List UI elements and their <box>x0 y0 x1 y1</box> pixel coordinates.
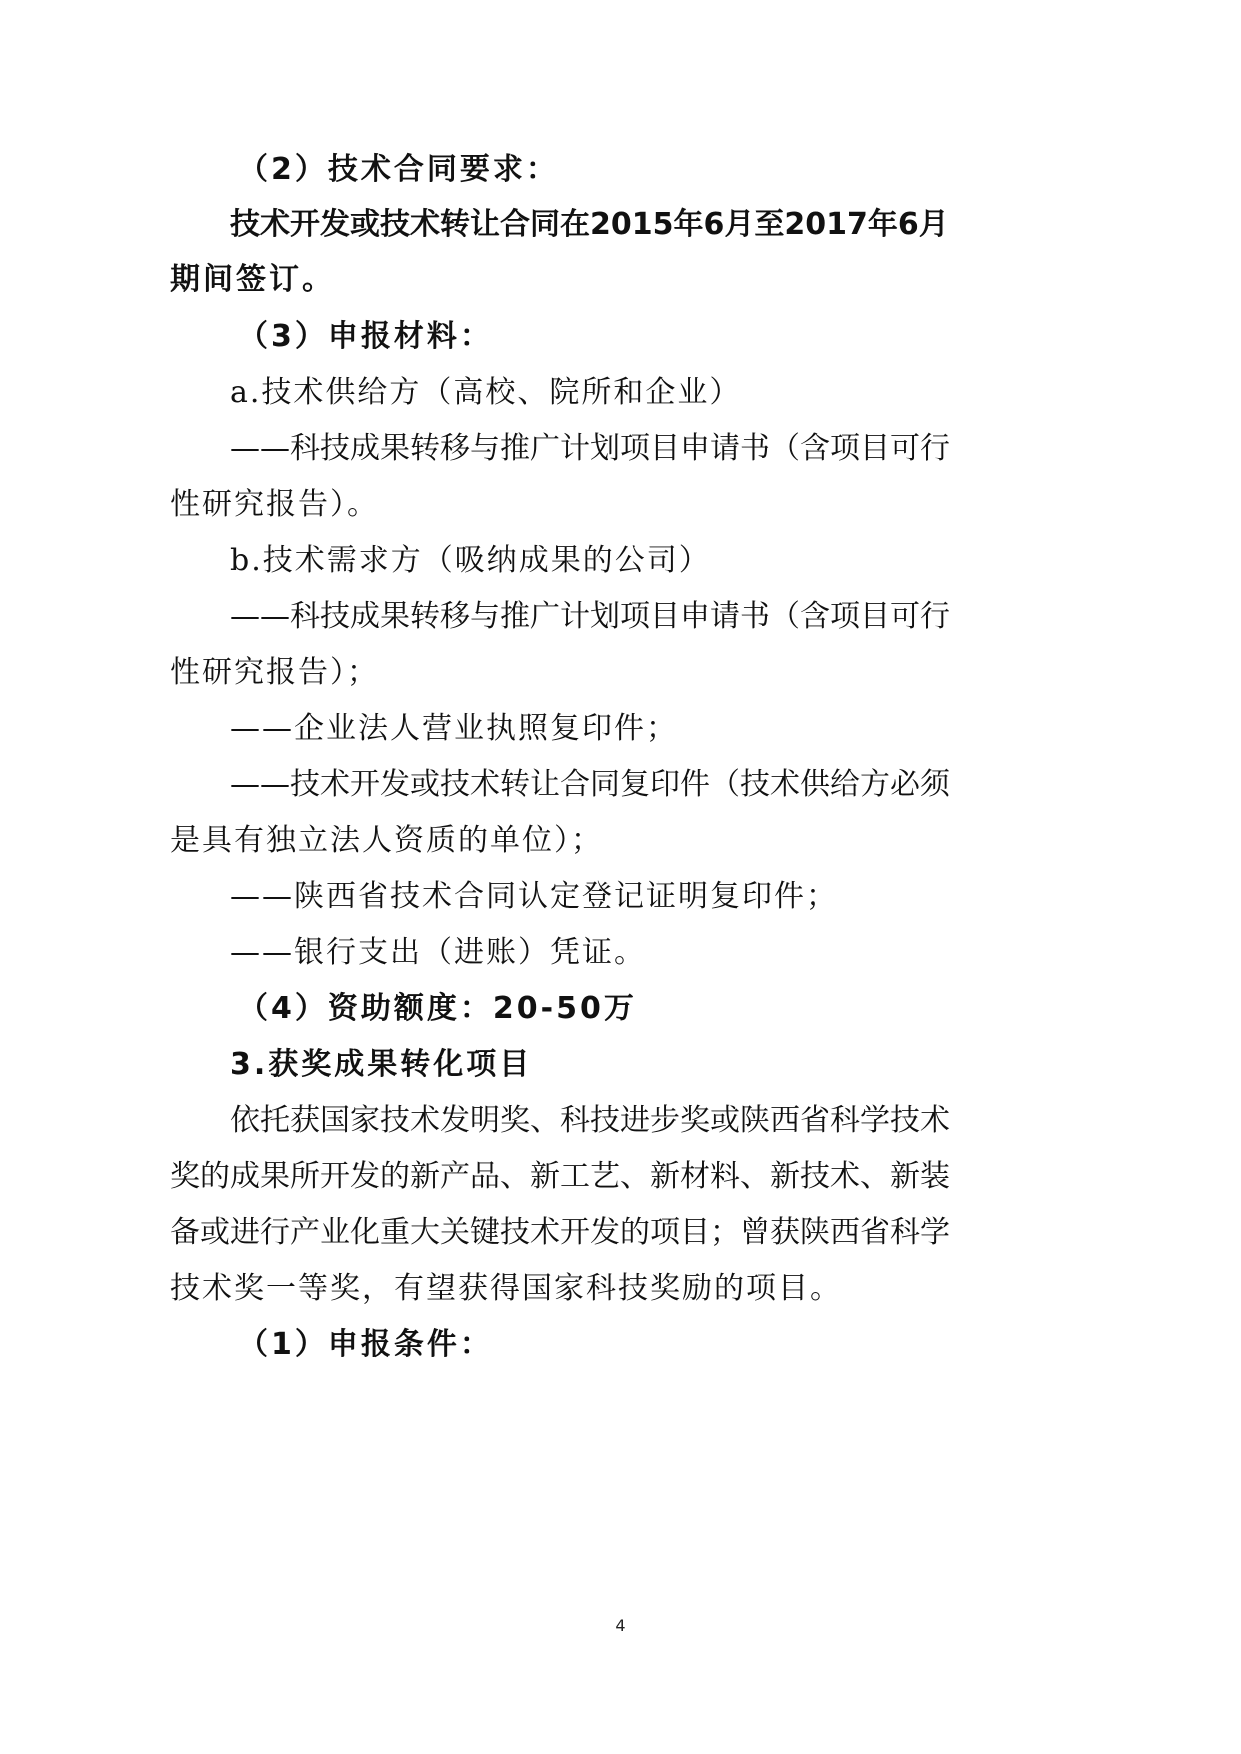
list-item-continuation: 性研究报告）； <box>170 655 379 690</box>
paragraph-line: 依托获国家技术发明奖、科技进步奖或陕西省科学技术 <box>230 1103 950 1138</box>
list-item: ——技术开发或技术转让合同复印件（技术供给方必须 <box>230 767 950 802</box>
heading-application-conditions: （1）申报条件： <box>238 1327 493 1362</box>
paragraph-line: 技术奖一等奖，有望获得国家科技奖励的项目。 <box>170 1271 842 1306</box>
paragraph-line: 奖的成果所开发的新产品、新工艺、新材料、新技术、新装 <box>170 1159 950 1194</box>
heading-funding-amount: （4）资助额度：20-50万 <box>238 991 637 1026</box>
list-item: ——科技成果转移与推广计划项目申请书（含项目可行 <box>230 599 950 634</box>
paragraph-line: 期间签订。 <box>170 262 335 297</box>
section-heading-award-achievement: 3.获奖成果转化项目 <box>230 1047 533 1082</box>
list-item: ——企业法人营业执照复印件； <box>230 711 678 746</box>
page-number: 4 <box>615 1616 626 1635</box>
list-item: ——科技成果转移与推广计划项目申请书（含项目可行 <box>230 431 950 466</box>
list-item-continuation: 性研究报告）。 <box>170 487 379 522</box>
heading-technical-contract-requirements: （2）技术合同要求： <box>238 152 559 187</box>
list-item-label: b.技术需求方（吸纳成果的公司） <box>230 543 711 578</box>
paragraph-line: 技术开发或技术转让合同在2015年6月至2017年6月 <box>230 207 949 242</box>
list-item-label: a.技术供给方（高校、院所和企业） <box>230 375 742 410</box>
list-item: ——银行支出（进账）凭证。 <box>230 935 646 970</box>
list-item: ——陕西省技术合同认定登记证明复印件； <box>230 879 838 914</box>
paragraph-line: 备或进行产业化重大关键技术开发的项目；曾获陕西省科学 <box>170 1215 950 1250</box>
list-item-continuation: 是具有独立法人资质的单位）； <box>170 823 603 858</box>
heading-application-materials: （3）申报材料： <box>238 319 493 354</box>
